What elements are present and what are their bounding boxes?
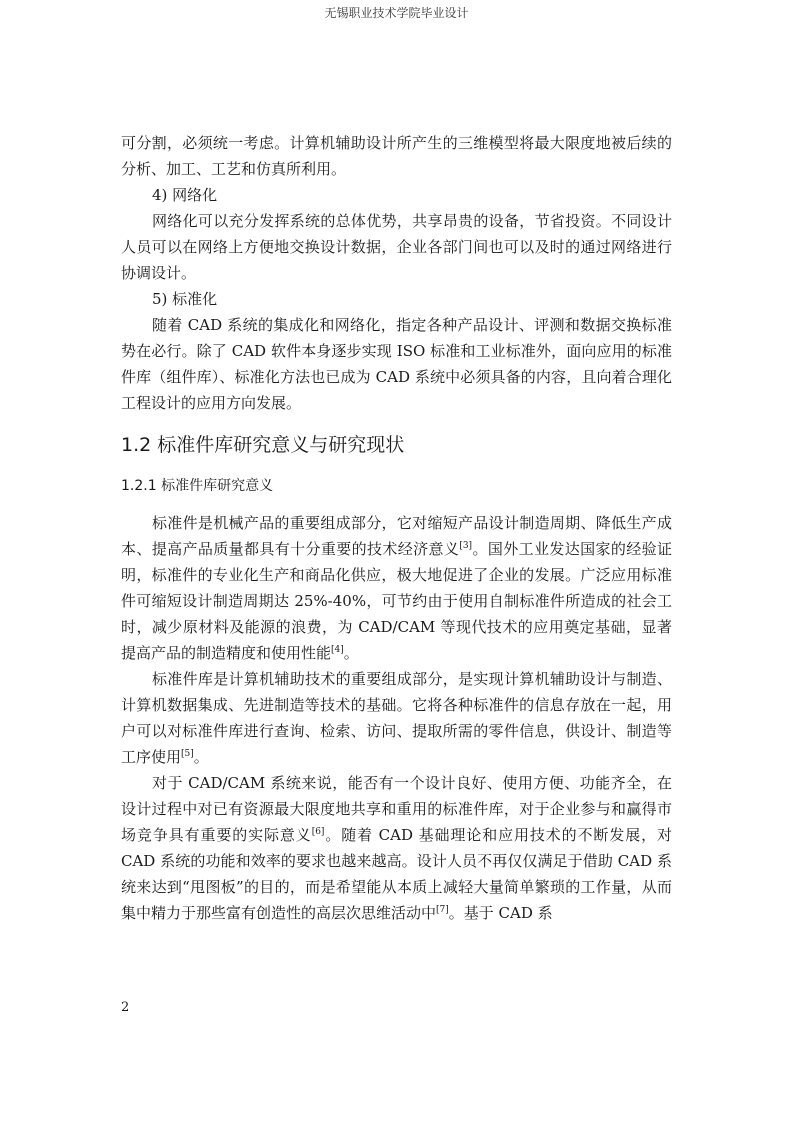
text-run: 。 (193, 748, 209, 766)
subsection-heading: 1.2.1 标准件库研究意义 (121, 478, 274, 494)
citation-ref: [7] (436, 905, 449, 915)
citation-ref: [5] (181, 749, 194, 759)
section-heading: 1.2 标准件库研究意义与研究现状 (121, 434, 405, 456)
text-run: 。基于 CAD 系 (448, 904, 553, 922)
paragraph-standard-library (121, 666, 672, 770)
text-run: 。 (343, 644, 359, 662)
paragraph-networking: 网络化可以充分发挥系统的总体优势，共享昂贵的设备，节省投资。不同设计人员可以在网络上方便地交换设计数据，企业各部门间也可以及时的通过网络进行协调设计。 (121, 212, 672, 282)
text-run: 。国外工业发达国家的经验证明，标准件的专业化生产和商品化供应，极大地促进了企业的发展。广泛应用标准件可缩短设计制造周期达 25%-40%，可节约由于使用自制标准件所造成的社会工时，减少原材料及能源的浪费，为 CAD/CAM 等现代技术的应用奠定基础，显著提高产品的制造精度和使用性能 (121, 540, 672, 662)
text-run: 。随着 CAD 基础理论和应用技术的不断发展，对 CAD 系统的功能和效率的要求也越来越高。设计人员不再仅仅满足于借助 CAD 系统来达到“甩图板”的目的，而是希望能从本质上减轻大量简单繁琐的工作量，从而集中精力于那些富有创造性的高层次思维活动中 (121, 826, 672, 922)
text-run: 标准件库是计算机辅助技术的重要组成部分，是实现计算机辅助设计与制造、计算机数据集成、先进制造等技术的基础。它将各种标准件的信息存放在一起，用户可以对标准件库进行查询、检索、访问、提取所需的零件信息，供设计、制造等工序使用 (121, 670, 672, 766)
paragraph-cad-cam (121, 770, 672, 926)
text-run: 对于 CAD/CAM 系统来说，能否有一个设计良好、使用方便、功能齐全，在设计过程中对已有资源最大限度地共享和重用的标准件库，对于企业参与和赢得市场竞争具有重要的实际意义 (121, 774, 672, 844)
paragraph-continued: 可分割，必须统一考虑。计算机辅助设计所产生的三维模型将最大限度地被后续的分析、加工、工艺和仿真所利用。 (121, 134, 672, 178)
list-item-networking: 4) 网络化 (152, 186, 218, 204)
citation-ref: [4] (331, 645, 344, 655)
text-run: 标准件是机械产品的重要组成部分，它对缩短产品设计制造周期、降低生产成本、提高产品质量都具有十分重要的技术经济意义 (121, 514, 672, 558)
paragraph-standardization: 随着 CAD 系统的集成化和网络化，指定各种产品设计、评测和数据交换标准势在必行。除了 CAD 软件本身逐步实现 ISO 标准和工业标准外，面向应用的标准件库（组件库）、标准化方法也已成为 CAD 系统中必须具备的内容，且向着合理化工程设计的应用方向发展。 (121, 316, 672, 412)
citation-ref: [6] (311, 827, 325, 837)
list-item-standardization: 5) 标准化 (152, 290, 218, 308)
page-header: 无锡职业技术学院毕业设计 (324, 6, 469, 20)
paragraph-standard-parts (121, 510, 672, 666)
page-number: 2 (121, 1000, 130, 1015)
citation-ref: [3] (459, 541, 473, 551)
document-body (121, 130, 672, 926)
